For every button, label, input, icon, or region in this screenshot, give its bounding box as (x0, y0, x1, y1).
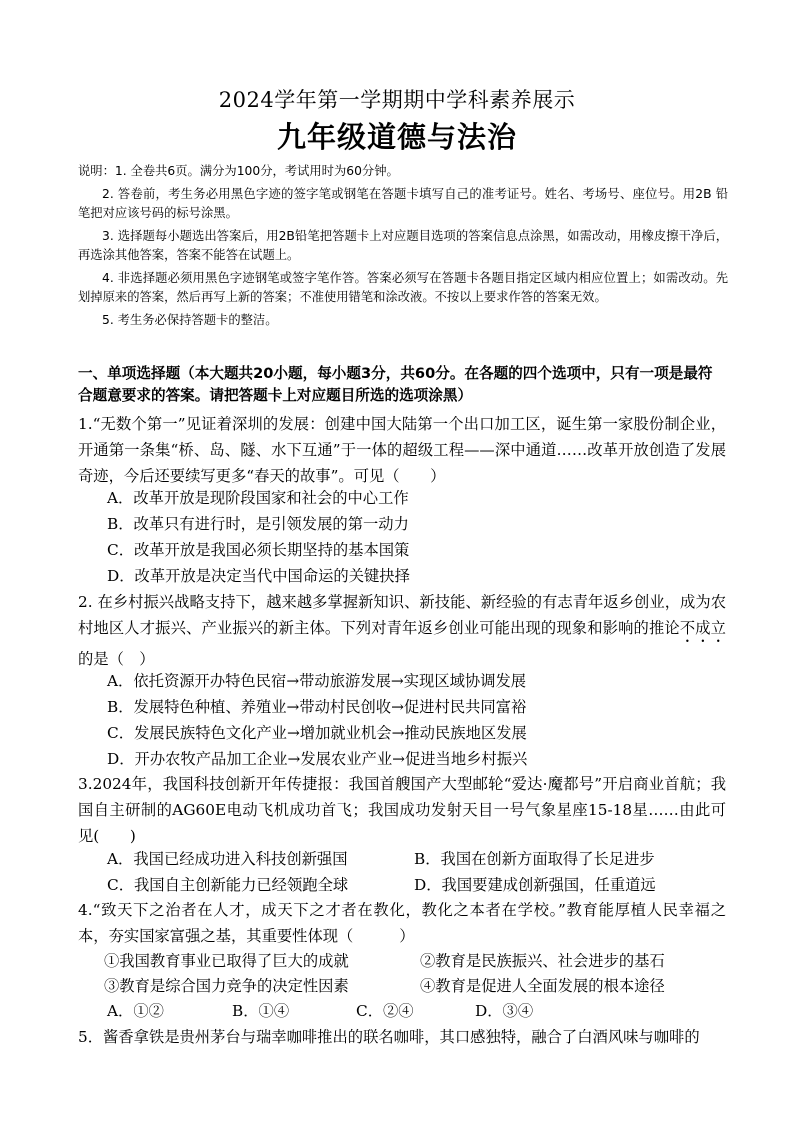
question-3-option-d: D．我国要建成创新强国，任重道远 (414, 876, 656, 894)
question-4-option-b: B．①④ (232, 1002, 290, 1020)
exam-title: 2024学年第一学期期中学科素养展示 (218, 88, 576, 112)
exam-subject: 九年级道德与法治 (276, 120, 517, 154)
question-1-stem: 1.“无数个第一”见证着深圳的发展：创建中国大陆第一个出口加工区，诞生第一家股份制企业，开通第一条集“桥、岛、隧、水下互通”于一体的超级工程——深中通道……改革开放创造了发展奇迹，今后还要续写更多“春天的故事”。可见（ ） (78, 415, 726, 485)
question-5-stem: 5．酱香拿铁是贵州茅台与瑞幸咖啡推出的联名咖啡，其口感独特，融合了白酒风味与咖啡的 (78, 1028, 700, 1046)
question-4-option-d: D．③④ (475, 1002, 534, 1020)
question-1-option-a: A．改革开放是现阶段国家和社会的中心工作 (107, 489, 409, 507)
question-2-stem-end: 的是（ ） (78, 650, 155, 668)
question-3-option-b: B．我国在创新方面取得了长足进步 (414, 850, 655, 868)
question-4-stem: 4.“致天下之治者在人才，成天下之才者在教化，教化之本者在学校。”教育能厚植人民幸福之本，夯实国家富强之基，其重要性体现（ ） (78, 901, 726, 945)
instruction-4: 4. 非选择题必须用黑色字迹钢笔或签字笔作答。答案必须写在答题卡各题目指定区域内相应位置上；如需改动。先划掉原来的答案，然后再写上新的答案；不准使用错笔和涂改液。不按以上要求作答的答案无效。 (78, 270, 728, 304)
question-4-option-a: A．①② (107, 1002, 164, 1020)
question-4-statement-1: ①我国教育事业已取得了巨大的成就 (104, 952, 349, 970)
question-4-statement-4: ④教育是促进人全面发展的根本途径 (420, 977, 665, 995)
instructions (78, 162, 728, 333)
section-heading: 一、单项选择题（本大题共20小题，每小题3分，共60分。在各题的四个选项中，只有一项是最符合题意要求的答案。请把答题卡上对应题目所选的选项涂黑） (78, 365, 713, 404)
instruction-5: 5. 考生务必保持答题卡的整洁。 (102, 312, 278, 327)
instruction-2: 2. 答卷前，考生务必用黑色字迹的签字笔或钢笔在答题卡填写自己的准考证号。姓名、考场号、座位号。用2B 铅笔把对应该号码的标号涂黑。 (78, 186, 728, 220)
question-1-option-d: D．改革开放是决定当代中国命运的关键抉择 (107, 567, 410, 585)
question-4-statement-3: ③教育是综合国力竞争的决定性因素 (104, 977, 349, 995)
question-2-stem (78, 589, 726, 672)
question-4-statement-2: ②教育是民族振兴、社会进步的基石 (420, 952, 665, 970)
question-2-emphasis: 不成立 (679, 619, 726, 637)
question-2-option-b: B．发展特色种植、养殖业→带动村民创收→促进村民共同富裕 (107, 698, 527, 716)
instruction-3: 3. 选择题每小题选出答案后，用2B铅笔把答题卡上对应题目选项的答案信息点涂黑，如需改动，用橡皮擦干净后，再选涂其他答案，答案不能答在试题上。 (78, 228, 728, 262)
instruction-1: 说明：1. 全卷共6页。满分为100分，考试用时为60分钟。 (78, 164, 399, 178)
question-3-option-c: C．我国自主创新能力已经领跑全球 (107, 876, 349, 894)
question-3-stem: 3.2024年，我国科技创新开年传捷报：我国首艘国产大型邮轮“爱达·魔都号”开启商业首航；我国自主研制的AG60E电动飞机成功首飞；我国成功发射天目一号气象星座15-18星……由此可见( ) (78, 775, 726, 845)
question-2-stem-text: 2. 在乡村振兴战略支持下，越来越多掌握新知识、新技能、新经验的有志青年返乡创业，成为农村地区人才振兴、产业振兴的新主体。下列对青年返乡创业可能出现的现象和影响的推论 (78, 593, 726, 637)
question-3-option-a: A．我国已经成功进入科技创新强国 (107, 850, 348, 868)
question-4-option-c: C．②④ (356, 1002, 414, 1020)
question-1-option-b: B．改革只有进行时，是引领发展的第一动力 (107, 515, 409, 533)
question-2-option-a: A．依托资源开办特色民宿→带动旅游发展→实现区域协调发展 (107, 672, 527, 690)
question-1-option-c: C．改革开放是我国必须长期坚持的基本国策 (107, 541, 410, 559)
question-2-option-c: C．发展民族特色文化产业→增加就业机会→推动民族地区发展 (107, 724, 527, 742)
question-2-option-d: D．开办农牧产品加工企业→发展农业产业→促进当地乡村振兴 (107, 750, 528, 768)
